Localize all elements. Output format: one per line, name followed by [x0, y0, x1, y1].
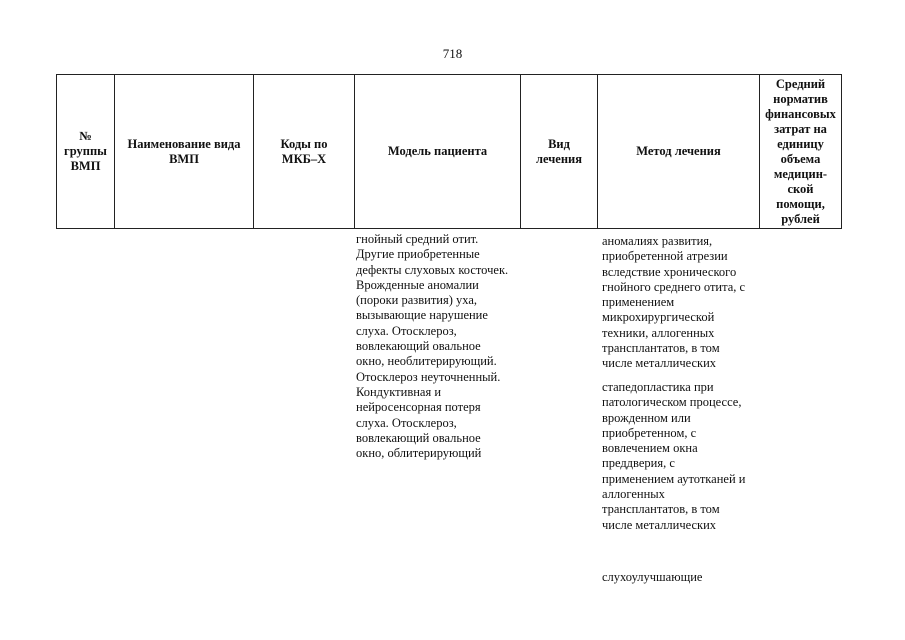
- text-line: аномалиях развития,: [602, 234, 713, 248]
- header-group-number: № группы ВМП: [57, 75, 115, 229]
- text-line: слуха. Отосклероз,: [356, 415, 457, 430]
- treatment-method-text-3: [602, 570, 702, 585]
- text-line: дефекты слуховых косточек.: [356, 262, 509, 277]
- header-patient-model: Модель пациента: [355, 75, 521, 229]
- text-line: микрохирургической: [602, 310, 715, 325]
- text-line: окно, облитерирующий: [356, 446, 482, 461]
- header-vmp-name: Наименование вида ВМП: [115, 75, 254, 229]
- text-line: гнойного среднего отита, с: [602, 279, 746, 294]
- page-number: 718: [442, 46, 463, 61]
- header-treatment-method: Метод лечения: [598, 75, 760, 229]
- text-line: (пороки развития) уха,: [356, 293, 478, 308]
- text-line: Врожденные аномалии: [356, 277, 479, 292]
- treatment-method-text-1: [602, 234, 745, 372]
- text-line: применением аутотканей и: [602, 471, 746, 486]
- text-line: вовлекающий овальное: [356, 430, 481, 445]
- text-line: Кондуктивная и: [356, 384, 442, 399]
- text-line: окно, необлитерирующий.: [356, 354, 497, 369]
- text-line: вследствие хронического: [602, 264, 737, 279]
- text-line: применением: [602, 295, 675, 310]
- patient-model-text: [356, 232, 508, 461]
- text-line: трансплантатов, в том: [602, 341, 720, 356]
- text-line: врожденном или: [602, 410, 691, 425]
- text-line: аллогенных: [602, 487, 665, 502]
- text-line: слуха. Отосклероз,: [356, 323, 457, 338]
- text-line: патологическом процессе,: [602, 395, 742, 410]
- text-line: Отосклероз неуточненный.: [356, 369, 501, 384]
- header-icd-codes: Коды по МКБ–Х: [254, 75, 355, 229]
- text-line: трансплантатов, в том: [602, 502, 720, 517]
- treatment-method-text-2: [602, 380, 745, 533]
- text-line: числе металлических: [602, 517, 717, 532]
- text-line: гнойный средний отит.: [356, 232, 479, 246]
- table-header: [56, 74, 842, 229]
- text-line: нейросенсорная потеря: [356, 400, 481, 415]
- text-line: вызывающие нарушение: [356, 308, 488, 323]
- text-line: преддверия, с: [602, 456, 675, 471]
- header-average-cost: Средний норматив финансовых затрат на единицу объема медицин- ской помощи, рублей: [760, 75, 842, 229]
- text-line: стапедопластика при: [602, 380, 714, 394]
- text-line: числе металлических: [602, 356, 717, 371]
- header-treatment-type: Вид лечения: [521, 75, 598, 229]
- text-line: вовлечением окна: [602, 441, 698, 456]
- text-line: слухоулучшающие: [602, 570, 703, 584]
- text-line: Другие приобретенные: [356, 247, 480, 262]
- text-line: приобретенной атрезии: [602, 249, 728, 264]
- text-line: техники, аллогенных: [602, 325, 715, 340]
- text-line: вовлекающий овальное: [356, 339, 481, 354]
- text-line: приобретенном, с: [602, 425, 697, 440]
